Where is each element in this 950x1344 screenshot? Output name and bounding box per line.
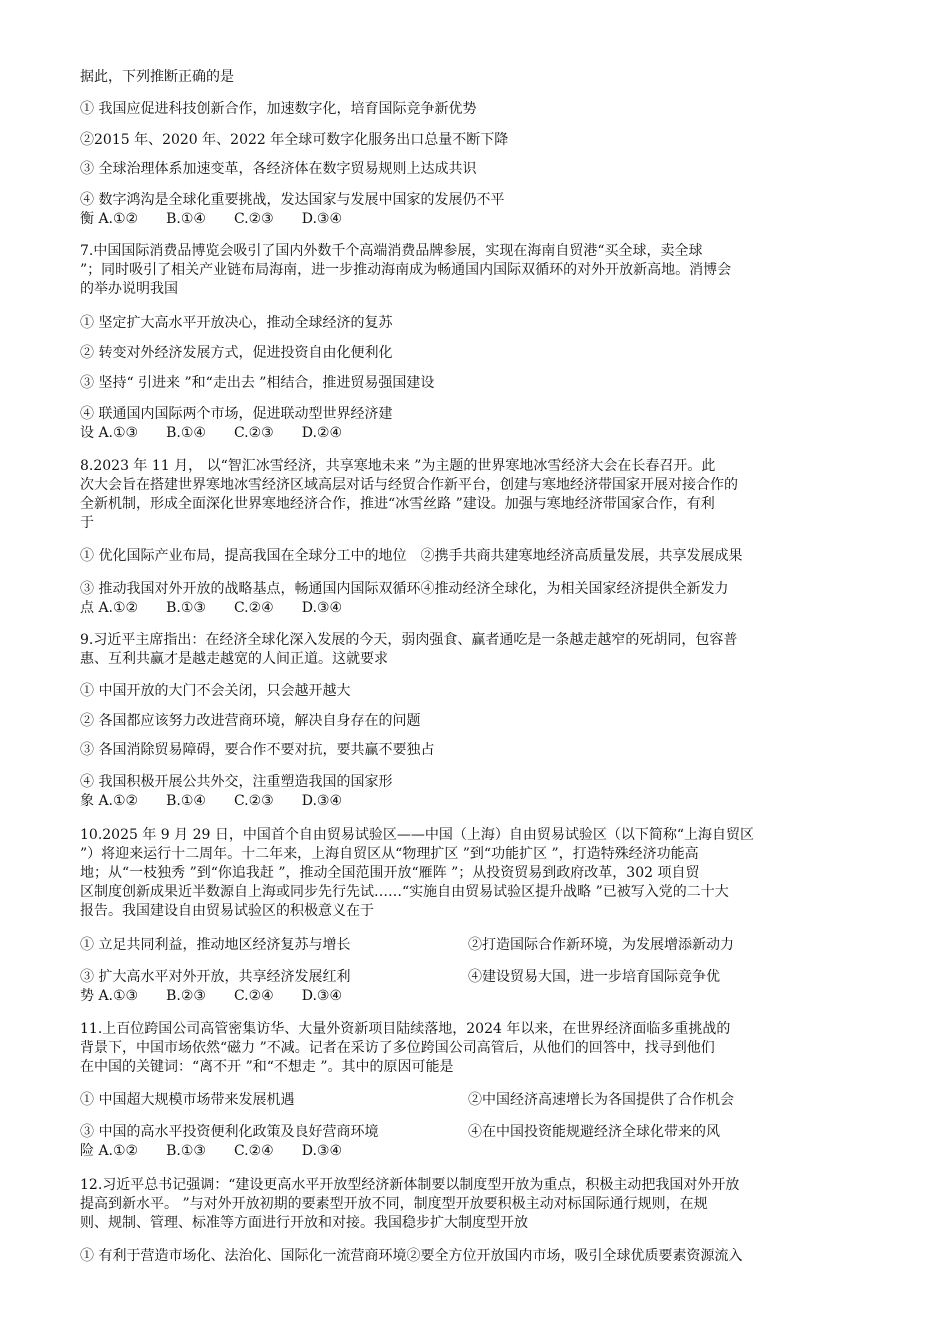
q6-option-4: ④ 数字鸿沟是全球化重要挑战，发达国家与发展中国家的发展仍不平 [80,192,505,208]
q10-stem-line-4: 区制度创新成果近半数源自上海或同步先行先试……“实施自由贸易试验区提升战略 ”已被写入党的二十大 [80,884,729,900]
q10-stem-line-5: 报告。我国建设自由贸易试验区的积极意义在于 [80,903,374,919]
q9-stem-line-1: 9.习近平主席指出：在经济全球化深入发展的今天，弱肉强食、赢者通吃是一条越走越窄的死胡同，包容普 [80,632,738,648]
q6-option-1: ① 我国应促进科技创新合作，加速数字化，培育国际竞争新优势 [80,101,477,117]
q12-stem-line-3: 则、规制、管理、标准等方面进行开放和对接。我国稳步扩大制度型开放 [80,1215,528,1231]
q11-answers: 险 A.①② B.①③ C.②④ D.③④ [80,1143,342,1159]
q10-stem-line-1: 10.2025 年 9 月 29 日，中国首个自由贸易试验区——中国（上海）自由贸易试验区（以下简称“上海自贸区 [80,827,755,843]
q6-option-3: ③ 全球治理体系加速变革，各经济体在数字贸易规则上达成共识 [80,161,477,177]
q8-stem-line-4: 于 [80,515,94,531]
q11-stem-line-1: 11.上百位跨国公司高管密集访华、大量外资新项目陆续落地，2024 年以来，在世界经济面临多重挑战的 [80,1021,731,1037]
q12-stem-line-1: 12.习近平总书记强调：“建设更高水平开放型经济新体制要以制度型开放为重点，积极主动把我国对外开放 [80,1177,740,1193]
q7-option-1: ① 坚定扩大高水平开放决心，推动全球经济的复苏 [80,315,393,331]
q12-options-1-2: ① 有利于营造市场化、法治化、国际化一流营商环境②要全方位开放国内市场，吸引全球优质要素资源流入 [80,1248,743,1264]
q7-stem-line-2: ”；同时吸引了相关产业链布局海南，进一步推动海南成为畅通国内国际双循环的对外开放新高地。消博会 [80,262,732,278]
q8-stem-line-3: 全新机制，形成全面深化世界寒地经济合作，推进“冰雪丝路 ”建设。加强与寒地经济带国家合作，有利 [80,496,715,512]
q12-stem-line-2: 提高到新水平。 ”与对外开放初期的要素型开放不同，制度型开放要积极主动对标国际通行规则，在规 [80,1196,708,1212]
q11-option-4: ④在中国投资能规避经济全球化带来的风 [468,1124,720,1140]
q6-answers: 衡 A.①② B.①④ C.②③ D.③④ [80,211,342,227]
q7-option-3: ③ 坚持“ 引进来 ”和“走出去 ”相结合，推进贸易强国建设 [80,375,435,391]
q11-option-3: ③ 中国的高水平投资便利化政策及良好营商环境 [80,1124,379,1140]
q11-stem-line-2: 背景下，中国市场依然“磁力 ”不减。记者在采访了多位跨国公司高管后，从他们的回答中，找寻到他们 [80,1040,715,1056]
q6-intro: 据此，下列推断正确的是 [80,69,234,85]
q9-option-2: ② 各国都应该努力改进营商环境，解决自身存在的问题 [80,713,421,729]
q7-stem-line-3: 的举办说明我国 [80,281,178,297]
q10-answers: 势 A.①③ B.②③ C.②④ D.③④ [80,988,342,1004]
q10-option-2: ②打造国际合作新环境，为发展增添新动力 [468,937,734,953]
q11-stem-line-3: 在中国的关键词：“离不开 ”和“不想走 ”。其中的原因可能是 [80,1059,454,1075]
q11-option-1: ① 中国超大规模市场带来发展机遇 [80,1092,295,1108]
q7-option-2: ② 转变对外经济发展方式，促进投资自由化便利化 [80,345,393,361]
q10-option-1: ① 立足共同利益，推动地区经济复苏与增长 [80,937,351,953]
q7-option-4: ④ 联通国内国际两个市场，促进联动型世界经济建 [80,406,393,422]
q9-option-4: ④ 我国积极开展公共外交，注重塑造我国的国家形 [80,774,393,790]
q9-option-1: ① 中国开放的大门不会关闭，只会越开越大 [80,683,351,699]
q8-answers: 点 A.①② B.①③ C.②④ D.③④ [80,600,342,616]
q10-option-4: ④建设贸易大国，进一步培育国际竞争优 [468,969,720,985]
q6-option-2: ②2015 年、2020 年、2022 年全球可数字化服务出口总量不断下降 [80,132,509,148]
q8-options-1-2: ① 优化国际产业布局，提高我国在全球分工中的地位 ②携手共商共建寒地经济高质量发展，共享发展成果 [80,548,743,564]
q9-option-3: ③ 各国消除贸易障碍，要合作不要对抗，要共赢不要独占 [80,742,435,758]
q9-answers: 象 A.①② B.①④ C.②③ D.③④ [80,793,342,809]
q9-stem-line-2: 惠、互利共赢才是越走越宽的人间正道。这就要求 [80,651,388,667]
q7-stem-line-1: 7.中国国际消费品博览会吸引了国内外数千个高端消费品牌参展，实现在海南自贸港“买全球，卖全球 [80,243,703,259]
q8-stem-line-2: 次大会旨在搭建世界寒地冰雪经济区域高层对话与经贸合作新平台，创建与寒地经济带国家开展对接合作的 [80,477,738,493]
q10-option-3: ③ 扩大高水平对外开放，共享经济发展红利 [80,969,351,985]
q8-stem-line-1: 8.2023 年 11 月， 以“智汇冰雪经济，共享寒地未来 ”为主题的世界寒地冰雪经济大会在长春召开。此 [80,458,716,474]
q10-stem-line-3: 地；从“一枝独秀 ”到“你追我赶 ”，推动全国范围开放“雁阵 ”；从投资贸易到政府改革，302 项自贸 [80,865,700,881]
q10-stem-line-2: ”）将迎来运行十二周年。十二年来，上海自贸区从“物理扩区 ”到“功能扩区 ”，打造特殊经济功能高 [80,846,699,862]
q8-options-3-4: ③ 推动我国对外开放的战略基点，畅通国内国际双循环④推动经济全球化，为相关国家经济提供全新发力 [80,581,729,597]
q11-option-2: ②中国经济高速增长为各国提供了合作机会 [468,1092,734,1108]
q7-answers: 设 A.①③ B.①④ C.②③ D.②④ [80,425,342,441]
